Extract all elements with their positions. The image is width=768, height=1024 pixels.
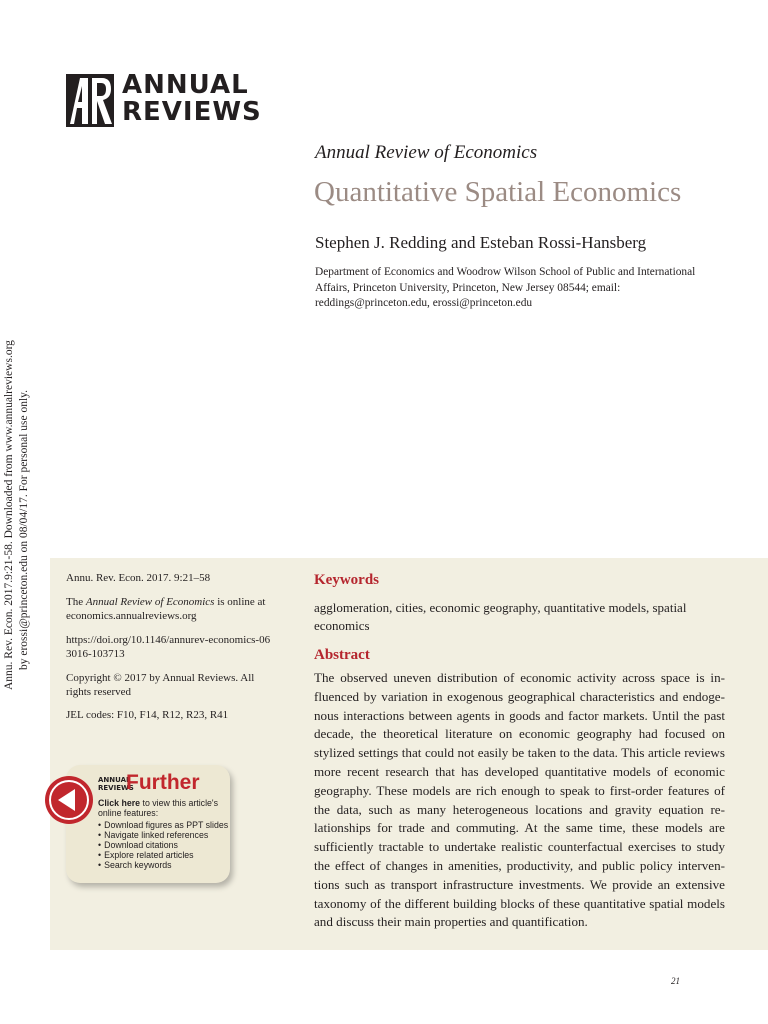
further-brand-line-1: ANNUAL (98, 776, 131, 784)
article-title: Quantitative Spatial Economics (314, 176, 682, 208)
further-body (98, 798, 229, 870)
logo-line-1: ANNUAL (122, 70, 249, 100)
online-note (66, 595, 271, 623)
further-title: Further (126, 771, 200, 794)
ar-logo-mark-icon (66, 74, 114, 127)
further-brand-line-2: REVIEWS (98, 783, 134, 792)
play-back-arrow-icon[interactable] (44, 775, 94, 825)
keywords-text: agglomeration, cities, economic geography, quantitative models, spatial economics (314, 600, 687, 633)
logo-wordmark (122, 72, 262, 126)
download-note-line-1: Annu. Rev. Econ. 2017.9:21-58. Downloaded from www.annualreviews.org (3, 340, 15, 690)
further-box[interactable] (66, 765, 230, 883)
logo-line-2: REVIEWS (122, 97, 262, 127)
click-here-link[interactable]: Click here (98, 798, 141, 808)
list-item: • Explore related articles (98, 850, 224, 860)
list-item: • Download citations (98, 840, 224, 850)
article-authors: Stephen J. Redding and Esteban Rossi-Hansberg (315, 233, 647, 252)
online-suffix: is online at economics.annualreviews.org (66, 596, 266, 622)
doi-link[interactable]: https://doi.org/10.1146/annurev-economics-063016-103713 (66, 634, 271, 660)
abstract-heading: Abstract (314, 647, 370, 663)
keywords-heading: Keywords (314, 572, 379, 588)
page-number: 21 (671, 976, 680, 986)
list-item: • Search keywords (98, 860, 224, 870)
download-note (2, 320, 32, 690)
citation: Annu. Rev. Econ. 2017. 9:21–58 (66, 572, 211, 584)
abstract-text: The observed uneven distribution of economic activity across space is influenced by variation in exogenous geographical characteristics and endogenous interactions between agents in goods and factor markets. Until the past decade, the theoretical literature on economic geography had focused on stylized settings that could not easily be taken to the data. This article reviews more recent research that has developed quantitative models of economic geography. These models are rich enough to speak to first-order features of the data, such as many heterogeneous locations and gravity equation relationships for trade and commuting. At the same time, these models are sufficiently tractable to undertake realistic counterfactual exercises to study the effect of changes in amenities, productivity, and public policy interventions such as transport infrastructure investments. We provide an extensive taxonomy of the different building blocks of these quantitative spatial models and discuss their main properties and quantification. (314, 670, 725, 930)
annual-reviews-logo (66, 70, 266, 130)
author-affiliation: Department of Economics and Woodrow Wilson School of Public and International Affairs, Princeton University, Princeton, New Jersey 08544; email: reddings@princeton.edu, erossi@princeton.edu (315, 266, 696, 309)
article-info-column (66, 571, 271, 722)
online-journal: Annual Review of Economics (85, 596, 215, 608)
jel-codes: JEL codes: F10, F14, R12, R23, R41 (66, 709, 229, 721)
further-intro: to view this article's online features: (98, 798, 219, 818)
list-item: • Download figures as PPT slides (98, 820, 224, 830)
journal-name: Annual Review of Economics (315, 142, 538, 163)
list-item: • Navigate linked references (98, 830, 224, 840)
copyright: Copyright © 2017 by Annual Reviews. All rights reserved (66, 672, 255, 698)
further-feature-list (98, 820, 229, 870)
online-prefix: The (66, 596, 86, 608)
download-note-line-2: by erossi@princeton.edu on 08/04/17. For personal use only. (18, 389, 30, 670)
